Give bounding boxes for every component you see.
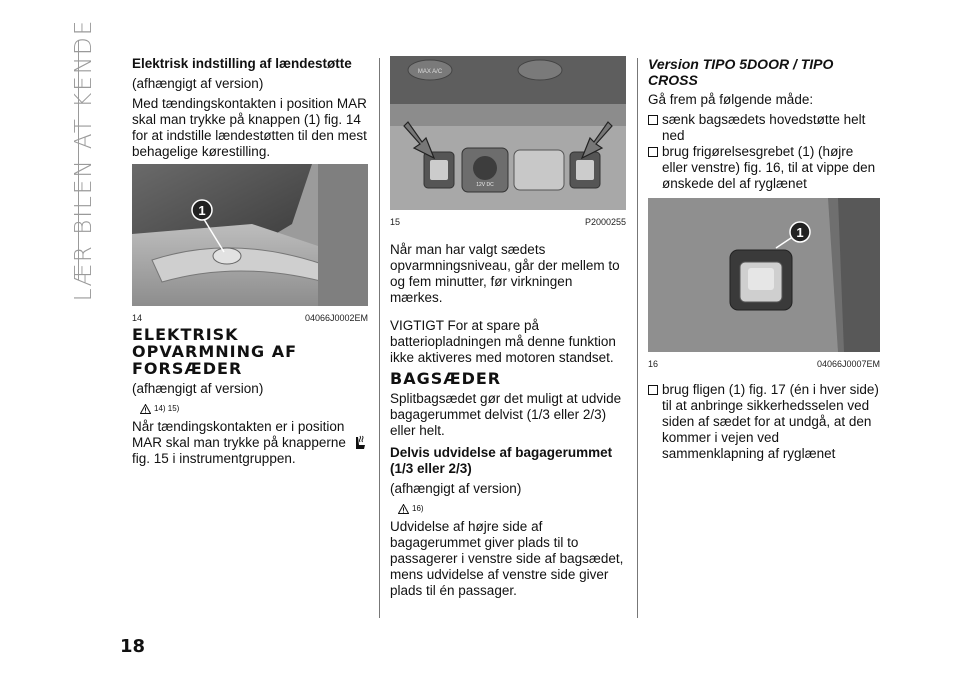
figure-14 [132, 164, 368, 326]
figure-code: 04066J0002EM [304, 313, 368, 323]
warning-ref-text: 14) 15) [154, 404, 180, 413]
figure-caption [132, 310, 368, 326]
bullet-box-icon [648, 147, 658, 157]
list-item [648, 112, 880, 144]
warning-ref-text: 16) [412, 504, 424, 513]
version-note: (afhængigt af version) [132, 381, 264, 396]
figure-code: P2000255 [584, 217, 626, 227]
warning-refs [398, 501, 626, 517]
callout-1: 1 [796, 225, 804, 240]
figure-15 [390, 56, 626, 230]
figure-code: 04066J0007EM [816, 359, 880, 369]
section-title: LÆR BILEN AT KENDE [71, 18, 97, 302]
figure-caption [648, 356, 880, 372]
paragraph: Udvidelse af højre side af bagagerummet giver plads til to passagerer i venstre side af bagsædet, mens udvidelse af venstre side giver plads til én passager. [390, 519, 624, 598]
column-2 [390, 56, 626, 603]
list-item-text: brug fligen (1) fig. 17 (én i hver side) til at anbringe sikkerhedsselen ved siden af sædet for at undgå, at den kommer i vejen ved sammenklapning af ryglænet [662, 382, 879, 461]
paragraph [132, 419, 368, 451]
version-note: (afhængigt af version) [132, 76, 264, 91]
seat-lumbar-illustration [132, 164, 368, 306]
column-divider [379, 58, 380, 618]
section-heading: Elektrisk indstilling af lændestøtte [132, 56, 352, 71]
figure-number: 14 [132, 313, 143, 323]
paragraph-text: Når tændingskontakten er i position MAR skal man trykke på knapperne [132, 419, 346, 450]
bullet-box-icon [648, 385, 658, 395]
warning-icon [398, 504, 409, 514]
list-item-text: sænk bagsædets hovedstøtte helt ned [662, 112, 866, 143]
paragraph: fig. 15 i instrumentgruppen. [132, 451, 296, 467]
paragraph: Gå frem på følgende måde: [648, 92, 814, 107]
warning-icon [140, 404, 151, 414]
socket-label: 12V DC [476, 182, 494, 188]
version-note: (afhængigt af version) [390, 481, 522, 496]
warning-refs [140, 401, 368, 417]
paragraph: Når man har valgt sædets opvarmningsniveau, går der mellem to og fem minutter, før virkningen mærkes. [390, 242, 620, 305]
important-note: VIGTIGT For at spare på batteriopladningen må denne funktion ikke aktiveres med motoren standset. [390, 318, 616, 365]
figure-16 [648, 198, 880, 372]
heated-seat-icon [353, 435, 367, 451]
paragraph: Splitbagsædet gør det muligt at udvide bagagerummet delvist (1/3 eller 2/3) eller helt. [390, 391, 622, 438]
column-1 [132, 56, 368, 471]
section-heading-italic: Version TIPO 5DOOR / TIPO CROSS [648, 56, 834, 88]
page-number: 18 [120, 636, 146, 657]
figure-caption [390, 214, 626, 230]
section-heading-caps: BAGSÆDER [390, 369, 502, 388]
figure-number: 16 [648, 359, 659, 369]
paragraph: Med tændingskontakten i position MAR skal man trykke på knappen (1) fig. 14 for at indstille lændestøtten til den mest behagelige kørestilling. [132, 96, 367, 159]
section-heading: Delvis udvidelse af bagagerummet (1/3 eller 2/3) [390, 445, 613, 476]
list-item-text: brug frigørelsesgrebet (1) (højre eller venstre) fig. 16, til at vippe den ønskede del af ryglænet [662, 144, 876, 191]
section-side-tab [62, 18, 106, 302]
figure-number: 15 [390, 217, 401, 227]
seat-release-lever-illustration [648, 198, 880, 352]
bullet-box-icon [648, 115, 658, 125]
section-heading-caps: ELEKTRISK OPVARMNING AF FORSÆDER [132, 325, 297, 378]
list-item [648, 382, 880, 462]
vent-label: MAX A/C [417, 69, 443, 75]
callout-1: 1 [198, 203, 206, 218]
column-divider [637, 58, 638, 618]
list-item [648, 144, 880, 192]
column-3 [648, 56, 880, 462]
center-console-illustration [390, 56, 626, 210]
